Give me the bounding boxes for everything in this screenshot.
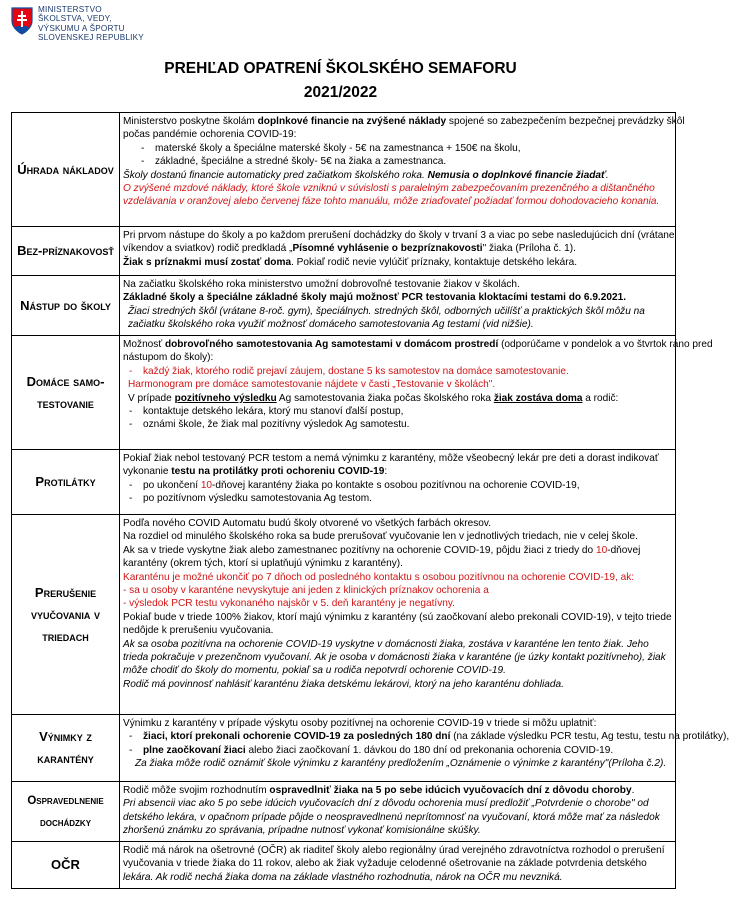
ministry-line: SLOVENSKEJ REPUBLIKY	[38, 32, 144, 42]
text: Rodič má nárok na ošetrovné (OČR) ak riaditeľ školy alebo regionálny úrad verejného zdravotníctva rozhodol o prerušení	[123, 845, 665, 856]
row-content	[120, 276, 676, 336]
list-item: - po pozitívnom výsledku samotestovania Ag testom.	[123, 492, 672, 505]
ministry-name	[38, 5, 144, 42]
row-content	[120, 515, 676, 715]
text: .	[605, 169, 609, 181]
text-red: 10	[595, 544, 608, 556]
text-bold: testu na protilátky proti ochoreniu COVID-19	[171, 466, 385, 478]
text: víkendov a sviatkov) rodič predkladá „	[123, 243, 293, 255]
table-row	[12, 450, 676, 515]
text-italic: Rodič má povinnosť nahlásiť karanténu žiaka detskému lekárovi, ktorý na jeho karanténu dohliada.	[123, 678, 564, 690]
row-heading: Bez-príznakovosť	[12, 227, 120, 276]
text: Ministerstvo poskytne školám	[123, 116, 258, 127]
text-bold: doplnkové financie na zvýšené náklady	[257, 116, 447, 127]
row-heading: Úhrada nákladov	[12, 113, 120, 227]
text-bold: Žiak s príznakmi musí zostať doma	[123, 256, 292, 268]
row-content	[120, 782, 676, 842]
text: Rodič môže svojim rozhodnutím	[123, 785, 270, 796]
list-item: - základné, špeciálne a stredné školy- 5€ na žiaka a zamestnanca.	[123, 155, 672, 168]
row-heading: OČR	[12, 842, 120, 889]
text-bold: žiaci, ktorí prekonali ochorenie COVID-19 za posledných 180 dní	[143, 731, 451, 743]
table-row	[12, 842, 676, 889]
text: V prípade	[128, 392, 175, 404]
text: spojené so zabezpečením bezpečnej prevádzky škôl	[446, 116, 685, 127]
text-bold: plne zaočkovaní žiaci	[143, 744, 246, 756]
text: alebo žiaci zaočkovaní 1. dávkou do 180 dní od prekonania ochorenia COVID-19.	[245, 744, 614, 756]
table-row	[12, 782, 676, 842]
text-bold: pozitívneho výsledku	[174, 392, 277, 404]
text: :	[384, 466, 388, 478]
text: po ukončení	[143, 479, 201, 491]
list-item: - oznámi škole, že žiak mal pozitívny výsledok Ag samotestu.	[123, 418, 672, 431]
text-italic: môže chodiť do školy do momentu, pokiaľ sa u rodiča nepotvrdí ochorenie COVID-19.	[123, 665, 506, 677]
text-bold: Nemusia o doplnkové financie žiadať	[427, 169, 606, 181]
list-item: - kontaktuje detského lekára, ktorý mu stanoví ďalší postup,	[123, 405, 672, 418]
text: -dňovej karantény žiaka po kontakte s osobou pozitívnou na ochorenie COVID-19,	[212, 479, 580, 491]
text-italic: detského lekára, v opačnom prípade pôjde o neospravedlnenú neprítomnosť na vyučovaní, ktorá môže mať za následok	[123, 811, 660, 823]
text-italic: Pri absencii viac ako 5 po sebe idúcich vyučovacích dní z dôvodu ochorenia musí predložiť „Potvrdenie o chorobe" od	[123, 798, 649, 810]
row-heading: Výnimky z karantény	[12, 715, 120, 782]
text: .	[631, 785, 635, 796]
row-content	[120, 450, 676, 515]
row-content	[120, 715, 729, 782]
table-row	[12, 336, 676, 450]
text-red: vzdelávania v oranžovej alebo červenej fáze tohto manuálu, môže zriaďovateľ požiadať formou dohodovacieho konania.	[123, 196, 660, 208]
text: Na rozdiel od minulého školského roka sa bude prerušovať vyučovanie len v jednotlivých triedach, nie v celej škole.	[123, 531, 638, 543]
text-italic: lekára. Ak rodič nechá žiaka doma na základe vlastného rozhodnutia, nárok na OČR mu nevzniká.	[123, 871, 563, 883]
ministry-line: MINISTERSTVO	[38, 5, 102, 14]
text-bold: Základné školy a špeciálne základné školy majú možnosť PCR testovania kloktacími testami do 6.9.2021.	[123, 292, 626, 304]
text: Pokiaľ bude v triede 100% žiakov, ktorí majú výnimku z karantény (sú zaočkovaní alebo prekonali COVID-19), v tejto triede	[123, 611, 672, 623]
list-item: - materské školy a špeciálne materské školy - 5€ na zamestnanca + 150€ na školu,	[123, 142, 672, 155]
text-red: Karanténu je možné ukončiť po 7 dňoch od posledného kontaktu s osobou pozitívnou na ochorenie COVID-19, ak:	[123, 571, 635, 583]
row-content	[120, 113, 685, 227]
slovak-coat-of-arms-icon	[10, 6, 34, 36]
text: Výnimku z karantény v prípade výskytu osoby pozitívnej na ochorenie COVID-19 v triede si môžu uplatniť:	[123, 718, 597, 729]
text: Na začiatku školského roka ministerstvo umožní dobrovoľné testovanie žiakov v školách.	[123, 279, 520, 290]
text-bold: Písomné vyhlásenie o bezpríznakovosti	[292, 243, 483, 255]
text-red: - výsledok PCR testu vykonaného najskôr v 5. deň karantény je negatívny.	[123, 598, 455, 610]
text: (na základe výsledku PCR testu, Ag testu, testu na protilátky),	[450, 731, 729, 743]
text-italic: Ak sa osoba pozitívna na ochorenie COVID-19 vyskytne v domácnosti žiaka, zostáva v karanténe len tento žiak. Jeho	[123, 638, 649, 650]
text: Školy dostanú financie automaticky pred začiatkom školského roka.	[123, 169, 428, 181]
page-title: PREHĽAD OPATRENÍ ŠKOLSKÉHO SEMAFORU	[164, 60, 517, 77]
text-red: Harmonogram pre domáce samotestovanie nájdete v časti „Testovanie v školách".	[128, 379, 496, 391]
text-italic: Za žiaka môže rodič oznámiť škole výnimku z karantény predložením „Oznámenie o výnimke z karantény"(Príloha č.2).	[135, 758, 667, 770]
text: Žiaci stredných škôl (vrátane 8-roč. gym), špeciálnych. stredných škôl, odborných učilíšť a praktických škôl môžu na	[128, 305, 645, 317]
text: " žiaka (Príloha č. 1).	[482, 243, 576, 255]
ministry-line: VÝSKUMU A ŠPORTU	[38, 23, 125, 33]
ministry-line: ŠKOLSTVA, VEDY,	[38, 14, 112, 24]
row-heading: Protilátky	[12, 450, 120, 515]
text-bold: dobrovoľného samotestovania Ag samotestami v domácom prostredí	[164, 339, 499, 350]
text: Pokiaľ žiak nebol testovaný PCR testom a nemá výnimku z karantény, môže všeobecný lekár pre deti a dorast indikovať	[123, 453, 659, 464]
row-content	[120, 227, 676, 276]
text: Podľa nového COVID Automatu budú školy otvorené vo všetkých farbách okresov.	[123, 518, 492, 529]
row-heading: Nástup do školy	[12, 276, 120, 336]
row-content	[120, 336, 713, 450]
text: počas pandémie ochorenia COVID-19:	[123, 129, 297, 141]
text: a rodič:	[582, 392, 619, 404]
text-red: 10	[200, 479, 213, 491]
text: vykonanie	[123, 466, 172, 478]
text: -dňovej	[607, 544, 641, 556]
text: (odporúčame v pondelok a vo štvrtok ráno pred	[498, 339, 713, 350]
row-heading: Ospravedlnenie dochádzky	[12, 782, 120, 842]
table-row	[12, 715, 676, 782]
text: Ag samotestovania žiaka počas školského roka	[276, 392, 494, 404]
measures-table	[11, 112, 729, 889]
text: . Pokiaľ rodič nevie vylúčiť príznaky, kontaktuje detského lekára.	[291, 256, 578, 268]
text-bold: žiak zostáva doma	[493, 392, 583, 404]
list-item-red: - každý žiak, ktorého rodič prejaví záujem, dostane 5 ks samotestov na domáce samotestovanie.	[123, 365, 672, 378]
table-row	[12, 227, 676, 276]
row-heading: Domáce samo-testovanie	[12, 336, 120, 450]
page-subtitle-year: 2021/2022	[303, 84, 378, 101]
text: Pri prvom nástupe do školy a po každom prerušení dochádzky do školy v trvaní 3 a viac po sebe nasledujúcich dní (vrátane	[123, 230, 675, 241]
table-row	[12, 113, 676, 227]
text: vyučovania v triede žiaka do 11 rokov, alebo ak žiak vyžaduje celodenné ošetrovanie na základe potvrdenia detského	[123, 858, 647, 870]
text-italic: zhoršenú známku zo správania, prípadne nutnosť vykonať komisionálne skúšky.	[123, 825, 481, 837]
row-heading: Prerušenie vyučovania v triedach	[12, 515, 120, 715]
text: Ak sa v triede vyskytne žiak alebo zamestnanec pozitívny na ochorenie COVID-19, pôjdu žiaci z triedy do	[123, 544, 596, 556]
text-bold: ospravedlniť žiaka na 5 po sebe idúcich vyučovacích dní z dôvodu choroby	[269, 785, 632, 796]
text: Možnosť	[123, 339, 165, 350]
text-red: O zvýšené mzdové náklady, ktoré škole vzniknú v súvislosti s paralelným zabezpečovaním prezenčného a dištančného	[123, 183, 655, 195]
row-content	[120, 842, 676, 889]
text: karantény (okrem tých, ktorí si uplatňujú výnimku z karantény).	[123, 558, 403, 570]
text: nedôjde k prerušeniu vyučovania.	[123, 625, 274, 637]
text-red: - sa u osoby v karanténe nevyskytuje ani jeden z klinických príznakov ochorenia a	[123, 585, 489, 597]
text: začiatku školského roka využiť možnosť domáceho samotestovania Ag testami (vid nižšie).	[128, 319, 534, 331]
table-row	[12, 515, 676, 715]
text-italic: trieda pokračuje v prezenčnom vyučovaní. Ak je osoba v domácnosti žiaka v karanténe (je úzky kontakt pozitívneho), žiak	[123, 652, 666, 664]
table-row	[12, 276, 676, 336]
text: nástupom do školy):	[123, 352, 214, 364]
